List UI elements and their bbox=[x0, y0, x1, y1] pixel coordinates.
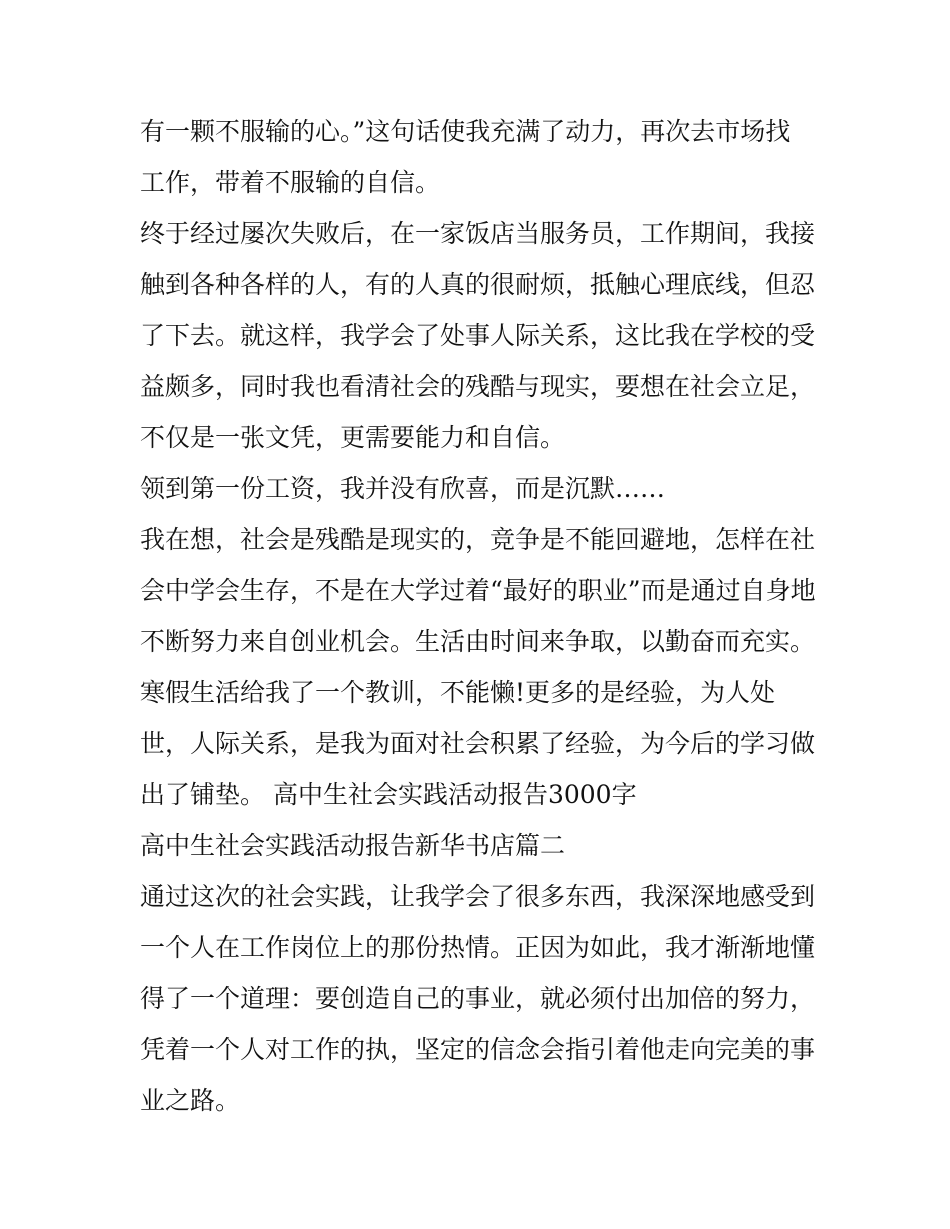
text-line: 会中学会生存，不是在大学过着“最好的职业”而是通过自身地 bbox=[140, 576, 816, 605]
text-line: 领到第一份工资，我并没有欣喜，而是沉默…… bbox=[140, 474, 666, 503]
text-line: 触到各种各样的人，有的人真的很耐烦，抵触心理底线，但忍 bbox=[140, 270, 816, 299]
text-line: 不断努力来自创业机会。生活由时间来争取，以勤奋而充实。 bbox=[140, 627, 816, 656]
text-line: 益颇多，同时我也看清社会的残酷与现实，要想在社会立足， bbox=[140, 372, 816, 401]
section-heading: 高中生社会实践活动报告新华书店篇二 bbox=[140, 831, 566, 860]
text-line: 一个人在工作岗位上的那份热情。正因为如此，我才渐渐地懂 bbox=[140, 933, 816, 962]
text-line: 不仅是一张文凭，更需要能力和自信。 bbox=[140, 423, 566, 452]
text-line: 通过这次的社会实践，让我学会了很多东西，我深深地感受到 bbox=[140, 882, 816, 911]
text-line: 世，人际关系，是我为面对社会积累了经验，为今后的学习做 bbox=[140, 729, 816, 758]
text-line: 终于经过屡次失败后，在一家饭店当服务员，工作期间，我接 bbox=[140, 219, 816, 248]
text-line: 我在想，社会是残酷是现实的，竞争是不能回避地，怎样在社 bbox=[140, 525, 816, 554]
document-body bbox=[140, 106, 830, 1126]
text-line: 寒假生活给我了一个教训，不能懒!更多的是经验，为人处 bbox=[140, 678, 776, 707]
text-line: 得了一个道理：要创造自己的事业，就必须付出加倍的努力， bbox=[140, 984, 816, 1013]
text-line: 凭着一个人对工作的执，坚定的信念会指引着他走向完美的事 bbox=[140, 1035, 816, 1064]
text-line: 有一颗不服输的心。”这句话使我充满了动力，再次去市场找 bbox=[140, 117, 791, 146]
text-line: 出了铺垫。 高中生社会实践活动报告3000字 bbox=[140, 780, 637, 809]
text-line: 了下去。就这样，我学会了处事人际关系，这比我在学校的受 bbox=[140, 321, 816, 350]
text-line: 业之路。 bbox=[140, 1086, 241, 1115]
text-line: 工作，带着不服输的自信。 bbox=[140, 168, 441, 197]
